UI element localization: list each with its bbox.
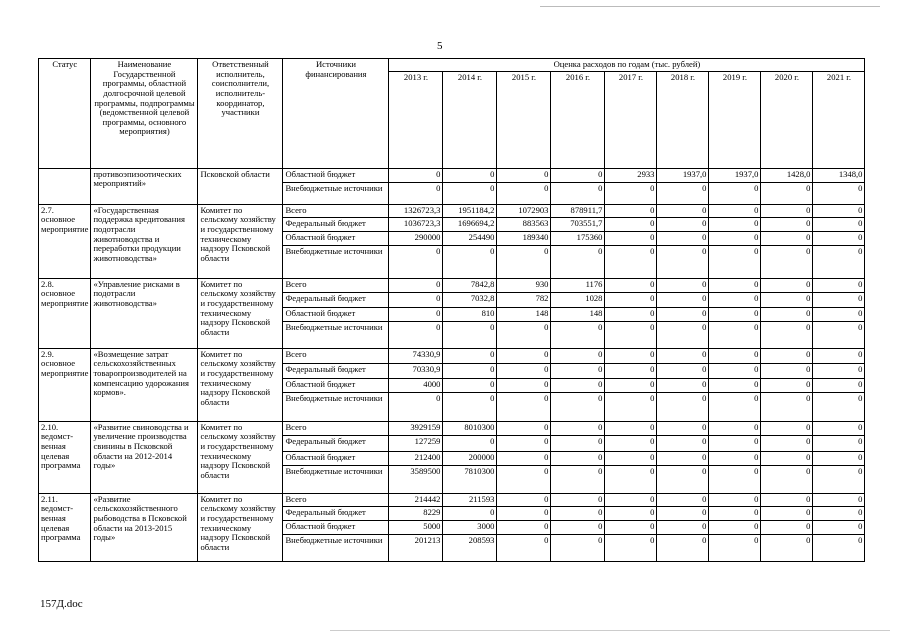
cell-value: 0 — [443, 363, 497, 378]
cell-value: 254490 — [443, 231, 497, 245]
cell-value: 0 — [657, 182, 709, 204]
header-estimate: Оценка расходов по годам (тыс. рублей) — [389, 59, 865, 72]
cell-value: 0 — [657, 520, 709, 534]
cell-value: 0 — [761, 534, 813, 561]
cell-value: 0 — [813, 378, 865, 392]
cell-value: 0 — [813, 307, 865, 321]
cell-source: Всего — [283, 421, 389, 435]
cell-value: 0 — [551, 348, 605, 363]
cell-value: 0 — [551, 363, 605, 378]
cell-value: 0 — [657, 245, 709, 278]
cell-responsible: Комитет по сельскому хозяйству и государственному техническому надзору Псковской области — [198, 204, 283, 278]
cell-source: Всего — [283, 348, 389, 363]
cell-responsible: Комитет по сельскому хозяйству и государственному техническому надзору Псковской области — [198, 493, 283, 561]
cell-value: 0 — [443, 392, 497, 421]
cell-value: 0 — [497, 245, 551, 278]
cell-value: 1428,0 — [761, 168, 813, 182]
cell-value: 0 — [605, 321, 657, 348]
cell-value: 0 — [443, 506, 497, 520]
cell-value: 0 — [709, 217, 761, 231]
cell-value: 0 — [497, 168, 551, 182]
cell-value: 0 — [551, 520, 605, 534]
cell-value: 3589500 — [389, 465, 443, 493]
page-number: 5 — [437, 40, 443, 52]
cell-value: 0 — [761, 321, 813, 348]
cell-value: 0 — [709, 348, 761, 363]
cell-value: 0 — [813, 245, 865, 278]
scan-edge-line-top — [540, 6, 880, 7]
cell-value: 0 — [657, 278, 709, 292]
cell-value: 7842,8 — [443, 278, 497, 292]
cell-value: 3929159 — [389, 421, 443, 435]
cell-value: 0 — [605, 182, 657, 204]
cell-value: 0 — [389, 245, 443, 278]
cell-value: 0 — [443, 348, 497, 363]
cell-value: 0 — [605, 506, 657, 520]
cell-source: Всего — [283, 278, 389, 292]
cell-value: 0 — [605, 292, 657, 307]
cell-value: 0 — [813, 465, 865, 493]
cell-value: 1951184,2 — [443, 204, 497, 217]
cell-value: 0 — [605, 421, 657, 435]
cell-value: 0 — [761, 493, 813, 506]
cell-value: 0 — [605, 307, 657, 321]
cell-value: 0 — [657, 506, 709, 520]
header-year: 2013 г. — [389, 71, 443, 168]
cell-value: 1028 — [551, 292, 605, 307]
cell-value: 0 — [657, 321, 709, 348]
cell-source: Внебюджетные источники — [283, 534, 389, 561]
cell-value: 810 — [443, 307, 497, 321]
cell-value: 0 — [709, 307, 761, 321]
cell-value: 0 — [497, 465, 551, 493]
cell-value: 0 — [605, 363, 657, 378]
cell-responsible: Комитет по сельскому хозяйству и государственному техническому надзору Псковской области — [198, 348, 283, 421]
cell-value: 0 — [709, 204, 761, 217]
cell-source: Внебюджетные источники — [283, 465, 389, 493]
cell-value: 0 — [813, 321, 865, 348]
table-row — [39, 278, 865, 292]
cell-value: 175360 — [551, 231, 605, 245]
table-row — [39, 348, 865, 363]
cell-value: 0 — [709, 465, 761, 493]
cell-value: 0 — [761, 506, 813, 520]
cell-value: 0 — [497, 321, 551, 348]
cell-value: 0 — [657, 493, 709, 506]
cell-status: 2.7. основное мероприятие — [39, 204, 91, 278]
cell-value: 0 — [813, 182, 865, 204]
cell-source: Областной бюджет — [283, 231, 389, 245]
cell-value: 0 — [389, 278, 443, 292]
cell-value: 0 — [605, 435, 657, 451]
cell-value: 2933 — [605, 168, 657, 182]
cell-status — [39, 168, 91, 204]
cell-value: 0 — [761, 421, 813, 435]
cell-value: 0 — [709, 451, 761, 465]
cell-value: 0 — [443, 168, 497, 182]
cell-value: 212400 — [389, 451, 443, 465]
cell-source: Областной бюджет — [283, 378, 389, 392]
cell-source: Всего — [283, 493, 389, 506]
cell-source: Федеральный бюджет — [283, 363, 389, 378]
cell-value: 782 — [497, 292, 551, 307]
cell-value: 0 — [605, 245, 657, 278]
cell-value: 0 — [813, 392, 865, 421]
cell-value: 0 — [389, 292, 443, 307]
cell-value: 0 — [443, 321, 497, 348]
header-year: 2019 г. — [709, 71, 761, 168]
cell-value: 0 — [551, 378, 605, 392]
cell-value: 1072903 — [497, 204, 551, 217]
cell-name: «Государственная поддержка кредитования подотрасли животноводства и переработки продукции животноводства» — [91, 204, 198, 278]
cell-value: 74330,9 — [389, 348, 443, 363]
cell-value: 0 — [709, 321, 761, 348]
cell-value: 0 — [551, 493, 605, 506]
cell-value: 0 — [605, 493, 657, 506]
cell-value: 0 — [709, 534, 761, 561]
cell-value: 0 — [497, 378, 551, 392]
header-year: 2017 г. — [605, 71, 657, 168]
cell-value: 0 — [497, 392, 551, 421]
cell-value: 1348,0 — [813, 168, 865, 182]
cell-value: 0 — [551, 534, 605, 561]
table-row — [39, 168, 865, 182]
cell-value: 211593 — [443, 493, 497, 506]
cell-value: 0 — [389, 307, 443, 321]
cell-value: 0 — [761, 217, 813, 231]
cell-value: 0 — [657, 307, 709, 321]
cell-value: 0 — [443, 182, 497, 204]
header-responsible: Ответственный исполнитель, соисполнители, исполнитель-координатор, участники — [198, 59, 283, 169]
cell-value: 0 — [443, 435, 497, 451]
cell-value: 0 — [813, 534, 865, 561]
cell-value: 0 — [497, 363, 551, 378]
cell-value: 0 — [443, 245, 497, 278]
cell-value: 0 — [605, 278, 657, 292]
cell-value: 5000 — [389, 520, 443, 534]
cell-value: 148 — [497, 307, 551, 321]
cell-value: 0 — [813, 231, 865, 245]
cell-value: 0 — [761, 363, 813, 378]
cell-value: 0 — [761, 231, 813, 245]
cell-value: 148 — [551, 307, 605, 321]
cell-value: 0 — [657, 392, 709, 421]
cell-value: 0 — [551, 421, 605, 435]
cell-value: 0 — [551, 245, 605, 278]
header-year: 2020 г. — [761, 71, 813, 168]
cell-value: 0 — [813, 435, 865, 451]
cell-value: 214442 — [389, 493, 443, 506]
cell-value: 3000 — [443, 520, 497, 534]
cell-value: 70330,9 — [389, 363, 443, 378]
cell-value: 0 — [709, 245, 761, 278]
header-year: 2021 г. — [813, 71, 865, 168]
cell-source: Федеральный бюджет — [283, 217, 389, 231]
cell-value: 127259 — [389, 435, 443, 451]
budget-table — [38, 58, 865, 562]
cell-name: «Развитие сельскохозяйственного рыбоводства в Псковской области на 2013-2015 годы» — [91, 493, 198, 561]
cell-value: 0 — [605, 392, 657, 421]
cell-value: 0 — [761, 465, 813, 493]
cell-value: 0 — [657, 451, 709, 465]
cell-value: 201213 — [389, 534, 443, 561]
cell-source: Федеральный бюджет — [283, 506, 389, 520]
cell-value: 0 — [389, 321, 443, 348]
cell-value: 0 — [813, 451, 865, 465]
cell-value: 0 — [389, 168, 443, 182]
cell-value: 0 — [709, 493, 761, 506]
cell-value: 0 — [761, 278, 813, 292]
cell-value: 0 — [761, 392, 813, 421]
cell-value: 0 — [605, 465, 657, 493]
cell-value: 0 — [709, 292, 761, 307]
cell-responsible: Псковской области — [198, 168, 283, 204]
cell-value: 0 — [497, 451, 551, 465]
cell-value: 703551,7 — [551, 217, 605, 231]
cell-value: 0 — [813, 506, 865, 520]
cell-value: 1176 — [551, 278, 605, 292]
cell-value: 0 — [657, 217, 709, 231]
cell-value: 0 — [709, 392, 761, 421]
cell-value: 0 — [605, 348, 657, 363]
cell-value: 0 — [813, 204, 865, 217]
cell-value: 0 — [605, 451, 657, 465]
cell-value: 0 — [709, 363, 761, 378]
cell-value: 0 — [761, 348, 813, 363]
table-row — [39, 493, 865, 506]
cell-value: 0 — [709, 231, 761, 245]
cell-value: 0 — [389, 182, 443, 204]
cell-source: Внебюджетные источники — [283, 392, 389, 421]
cell-value: 0 — [813, 493, 865, 506]
header-name: Наименование Государственной программы, областной долгосрочной целевой программы, подпрограммы (ведомственной целевой программы, основного мероприятия) — [91, 59, 198, 169]
cell-value: 0 — [709, 520, 761, 534]
cell-value: 1326723,3 — [389, 204, 443, 217]
cell-value: 0 — [761, 520, 813, 534]
cell-value: 1937,0 — [657, 168, 709, 182]
cell-value: 0 — [657, 292, 709, 307]
cell-value: 0 — [605, 204, 657, 217]
cell-value: 0 — [813, 421, 865, 435]
cell-value: 0 — [761, 307, 813, 321]
cell-value: 0 — [761, 451, 813, 465]
header-year: 2015 г. — [497, 71, 551, 168]
cell-value: 7032,8 — [443, 292, 497, 307]
table-row — [39, 421, 865, 435]
cell-value: 0 — [551, 506, 605, 520]
cell-value: 0 — [709, 182, 761, 204]
cell-value: 0 — [657, 534, 709, 561]
cell-source: Областной бюджет — [283, 451, 389, 465]
cell-value: 1937,0 — [709, 168, 761, 182]
cell-responsible: Комитет по сельскому хозяйству и государственному техническому надзору Псковской области — [198, 421, 283, 493]
cell-value: 0 — [709, 506, 761, 520]
cell-value: 0 — [497, 435, 551, 451]
cell-source: Федеральный бюджет — [283, 292, 389, 307]
cell-value: 0 — [761, 435, 813, 451]
cell-source: Внебюджетные источники — [283, 321, 389, 348]
cell-value: 0 — [551, 435, 605, 451]
cell-value: 1696694,2 — [443, 217, 497, 231]
cell-status: 2.10. ведомст-венная целевая программа — [39, 421, 91, 493]
cell-value: 0 — [761, 182, 813, 204]
cell-value: 0 — [551, 182, 605, 204]
cell-source: Внебюджетные источники — [283, 245, 389, 278]
cell-value: 0 — [551, 465, 605, 493]
cell-value: 0 — [657, 204, 709, 217]
cell-value: 0 — [605, 231, 657, 245]
cell-status: 2.8. основное мероприятие — [39, 278, 91, 348]
cell-source: Областной бюджет — [283, 520, 389, 534]
cell-value: 0 — [657, 348, 709, 363]
cell-source: Всего — [283, 204, 389, 217]
cell-value: 0 — [709, 378, 761, 392]
cell-value: 0 — [813, 363, 865, 378]
cell-value: 0 — [761, 292, 813, 307]
cell-value: 8010300 — [443, 421, 497, 435]
cell-value: 0 — [497, 182, 551, 204]
cell-source: Областной бюджет — [283, 168, 389, 182]
cell-value: 0 — [761, 378, 813, 392]
cell-name: «Развитие свиноводства и увеличение производства свинины в Псковской области на 2012-2014 годы» — [91, 421, 198, 493]
cell-value: 0 — [551, 168, 605, 182]
cell-value: 0 — [813, 520, 865, 534]
footer-filename: 157Д.doc — [40, 598, 83, 610]
cell-value: 0 — [761, 204, 813, 217]
cell-value: 7810300 — [443, 465, 497, 493]
header-year: 2016 г. — [551, 71, 605, 168]
cell-value: 0 — [551, 321, 605, 348]
cell-value: 0 — [497, 534, 551, 561]
cell-value: 883563 — [497, 217, 551, 231]
cell-value: 0 — [709, 278, 761, 292]
cell-value: 208593 — [443, 534, 497, 561]
cell-value: 0 — [761, 245, 813, 278]
cell-value: 0 — [813, 348, 865, 363]
header-year: 2014 г. — [443, 71, 497, 168]
cell-value: 0 — [657, 378, 709, 392]
cell-responsible: Комитет по сельскому хозяйству и государственному техническому надзору Псковской области — [198, 278, 283, 348]
cell-value: 0 — [813, 292, 865, 307]
cell-value: 8229 — [389, 506, 443, 520]
cell-value: 0 — [605, 520, 657, 534]
cell-value: 0 — [605, 378, 657, 392]
cell-name: «Управление рисками в подотрасли животноводства» — [91, 278, 198, 348]
cell-value: 0 — [497, 348, 551, 363]
cell-value: 878911,7 — [551, 204, 605, 217]
cell-value: 290000 — [389, 231, 443, 245]
header-status: Статус — [39, 59, 91, 169]
cell-value: 0 — [709, 435, 761, 451]
cell-value: 0 — [551, 392, 605, 421]
cell-value: 0 — [813, 278, 865, 292]
cell-value: 1036723,3 — [389, 217, 443, 231]
cell-source: Федеральный бюджет — [283, 435, 389, 451]
cell-name: «Возмещение затрат сельскохозяйственных товаропроизводителей на компенсацию удорожания кормов». — [91, 348, 198, 421]
cell-value: 0 — [657, 435, 709, 451]
cell-value: 0 — [657, 231, 709, 245]
cell-value: 930 — [497, 278, 551, 292]
scan-edge-line-bottom — [330, 630, 890, 631]
table-row — [39, 204, 865, 217]
cell-value: 0 — [605, 534, 657, 561]
cell-value: 0 — [497, 493, 551, 506]
cell-value: 0 — [389, 392, 443, 421]
cell-source: Внебюджетные источники — [283, 182, 389, 204]
cell-value: 0 — [657, 363, 709, 378]
cell-value: 0 — [497, 506, 551, 520]
cell-value: 0 — [497, 520, 551, 534]
cell-value: 0 — [657, 421, 709, 435]
cell-value: 4000 — [389, 378, 443, 392]
cell-value: 0 — [443, 378, 497, 392]
header-sources: Источники финансирования — [283, 59, 389, 169]
cell-source: Областной бюджет — [283, 307, 389, 321]
cell-value: 0 — [605, 217, 657, 231]
header-year: 2018 г. — [657, 71, 709, 168]
cell-status: 2.11. ведомст-венная целевая программа — [39, 493, 91, 561]
cell-value: 0 — [657, 465, 709, 493]
cell-value: 0 — [709, 421, 761, 435]
cell-name: противоэпизоотических мероприятий» — [91, 168, 198, 204]
cell-status: 2.9. основное мероприятие — [39, 348, 91, 421]
cell-value: 0 — [551, 451, 605, 465]
cell-value: 189340 — [497, 231, 551, 245]
cell-value: 0 — [813, 217, 865, 231]
cell-value: 0 — [497, 421, 551, 435]
cell-value: 200000 — [443, 451, 497, 465]
